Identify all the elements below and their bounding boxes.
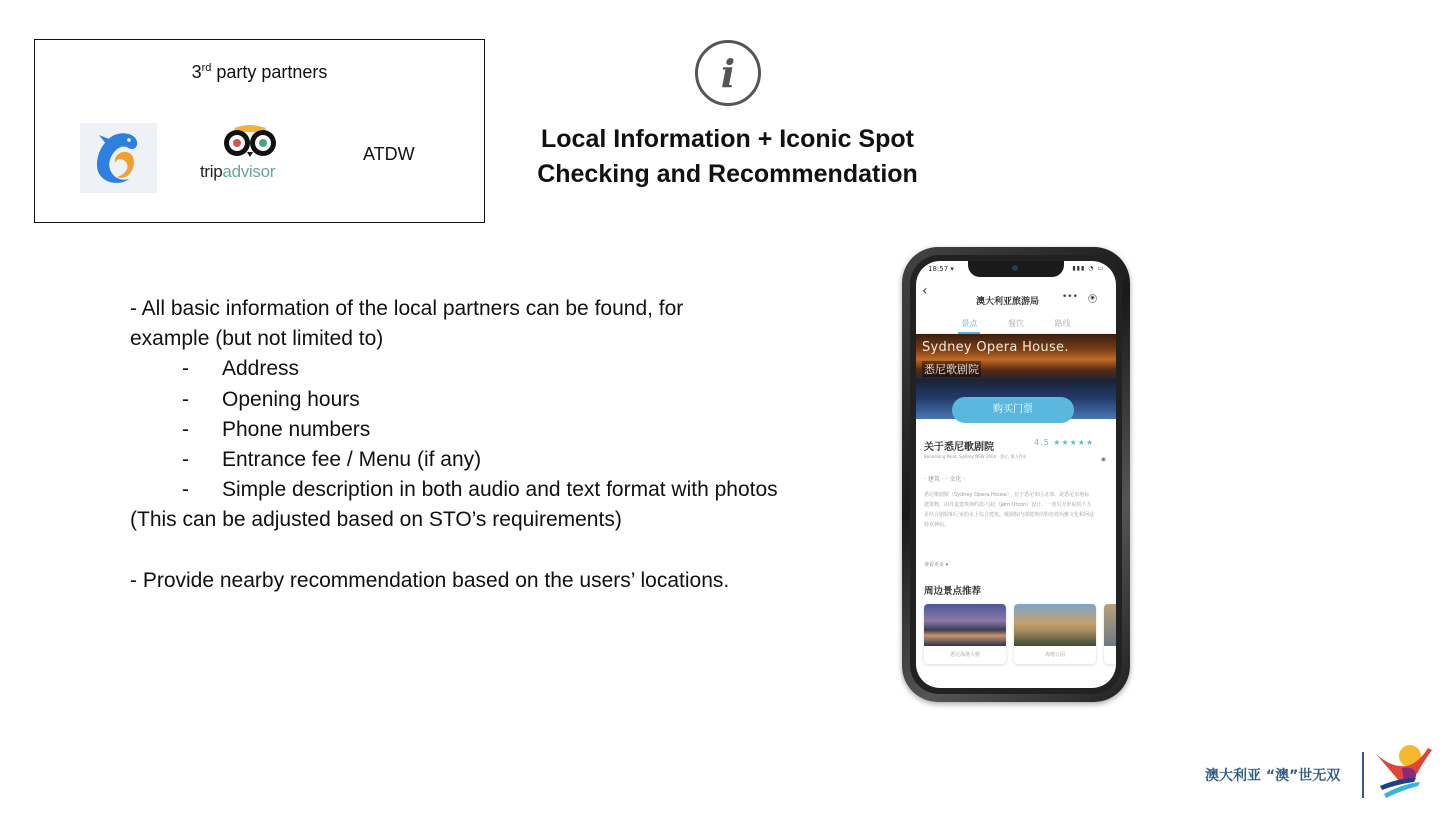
hyde-park-image: [1014, 604, 1096, 646]
card-label: 悉尼海港大桥: [949, 652, 980, 658]
tab-dining[interactable]: 餐饮: [1007, 319, 1024, 328]
list-dash: -: [182, 357, 189, 381]
status-icons: ▮▮▮ ◔ ▭: [1072, 265, 1104, 272]
hero-title-cn: 悉尼歌剧院: [924, 363, 979, 376]
list-item-opening-hours: [130, 385, 810, 415]
page-title-line-2: Checking and Recommendation: [537, 160, 918, 188]
nearby-recommendation-text: - Provide nearby recommendation based on the users’ locations.: [130, 568, 730, 592]
tripadvisor-owl-icon: [220, 124, 280, 158]
list-item-text: Entrance fee / Menu (if any): [222, 448, 482, 472]
partners-title-text: party partners: [211, 62, 328, 82]
list-dash: -: [182, 448, 189, 472]
nearby-cards: [924, 604, 1116, 664]
list-dash: -: [182, 478, 189, 502]
phone-mockup: [902, 247, 1130, 702]
intro-line-1: - All basic information of the local partners can be found, for: [130, 297, 684, 320]
footer-divider: [1362, 752, 1364, 798]
page-title: [515, 122, 940, 192]
tripadvisor-word-trip: trip: [200, 162, 223, 181]
attraction-description: 悉尼歌剧院（Sydney Opera House），位于悉尼市区北部，是悉尼市地标建筑物，由丹麦建筑师约恩·乌松（Jørn Utzon）设计，一座贝壳形屋顶下方是结合剧院和厅室的水上综合建筑。歌剧院内部建筑结构仿效玛雅文化和阿兹特克神庙。: [924, 492, 1095, 528]
list-item-description: [130, 475, 780, 505]
list-item-phone-numbers: [130, 415, 810, 445]
more-icon[interactable]: •••: [1062, 292, 1078, 302]
harbour-bridge-image: [924, 604, 1006, 646]
phone-screen: [916, 261, 1116, 688]
list-dash: -: [182, 417, 189, 441]
nearby-card-harbour-bridge[interactable]: [924, 604, 1006, 664]
view-more-link[interactable]: 查看更多 ▾: [924, 562, 949, 568]
list-item-text: Phone numbers: [222, 417, 371, 441]
kangaroo-logo-icon: [1372, 742, 1434, 800]
back-icon[interactable]: ‹: [922, 283, 928, 299]
partners-box: [34, 39, 485, 223]
camera-icon: [1012, 265, 1018, 271]
intro-line-2: example (but not limited to): [130, 327, 384, 351]
ctrip-dolphin-logo: [80, 123, 157, 193]
page-title-line-1: Local Information + Iconic Spot: [541, 125, 914, 153]
tab-attractions[interactable]: 景点: [961, 314, 977, 333]
feature-description: [130, 294, 810, 596]
partners-title: [35, 62, 484, 83]
nearby-card-partial[interactable]: [1104, 604, 1116, 664]
address-text: Bennelong Point, Sydney NSW 2000 · 悉尼, 澳大利亚: [924, 454, 1027, 459]
partners-title-number: 3: [191, 62, 202, 82]
close-target-icon[interactable]: ◉: [1088, 294, 1097, 303]
status-time: 18:57 ▾: [928, 265, 954, 273]
phone-tabs: [916, 314, 1116, 334]
nearby-card-hyde-park[interactable]: [1014, 604, 1096, 664]
dolphin-icon: [89, 127, 149, 189]
adjustment-note: (This can be adjusted based on STO’s requirements): [130, 508, 622, 532]
category-tags: · 建筑 · · 文化 ·: [924, 476, 966, 483]
partial-card-image: [1104, 604, 1116, 646]
list-item-text: Address: [222, 357, 300, 381]
tripadvisor-word-advisor: advisor: [222, 162, 276, 181]
rating-stars: 4.5 ★★★★★: [1034, 438, 1095, 447]
list-item-text: Opening hours: [222, 387, 360, 411]
list-item-text: Simple description in both audio and text format with photos: [222, 478, 778, 502]
info-icon: i: [695, 40, 761, 106]
atdw-logo: ATDW: [363, 144, 415, 164]
about-title: 关于悉尼歌剧院: [924, 442, 994, 453]
mini-app-title: 澳大利亚旅游局: [976, 297, 1040, 307]
hero-title-en: Sydney Opera House.: [922, 340, 1069, 355]
nearby-title: 周边景点推荐: [924, 586, 982, 597]
tripadvisor-wordmark: [200, 162, 275, 182]
list-item-address: [130, 354, 810, 384]
footer-slogan: 澳大利亚 “澳”世无双: [1205, 768, 1341, 784]
spacer: [130, 536, 810, 566]
tab-routes[interactable]: 路线: [1054, 319, 1071, 328]
card-label: 海德公园: [1044, 652, 1065, 658]
view-icon: ◉: [1100, 456, 1106, 463]
phone-notch: [968, 261, 1064, 277]
list-item-entrance-fee: [130, 445, 810, 475]
phone-bezel: [910, 255, 1122, 694]
buy-ticket-button[interactable]: 购买门票: [952, 397, 1074, 423]
tripadvisor-logo: [200, 122, 300, 192]
list-dash: -: [182, 387, 189, 411]
partners-title-sup: rd: [201, 62, 212, 74]
